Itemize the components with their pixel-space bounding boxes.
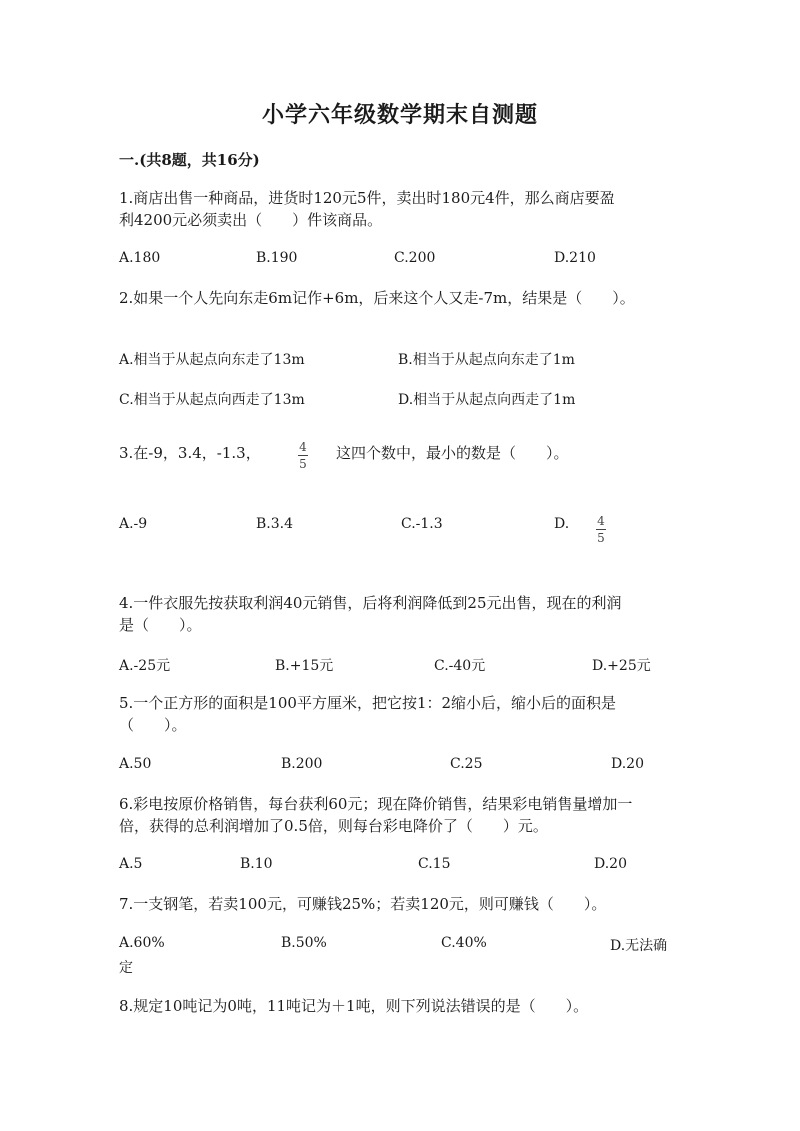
q2-option-c: C.相当于从起点向西走了13m: [119, 392, 305, 408]
q6-option-a: A.5: [119, 856, 143, 872]
q1-option-b: B.190: [256, 250, 298, 266]
question-4-line-2: 是（ ）。: [119, 616, 202, 634]
question-1: [119, 187, 615, 231]
question-1-line-2: 利4200元必须卖出（ ）件该商品。: [119, 211, 383, 229]
question-2: [119, 287, 635, 309]
q3-option-b: B.3.4: [256, 516, 294, 532]
question-4-line-1: 4.一件衣服先按获取利润40元销售，后将利润降低到25元出售，现在的利润: [119, 594, 622, 612]
q6-option-c: C.15: [418, 856, 451, 872]
question-7: [119, 893, 606, 915]
question-6-line-1: 6.彩电按原价格销售，每台获利60元；现在降价销售，结果彩电销售量增加一: [119, 795, 633, 813]
q6-option-d: D.20: [594, 856, 627, 872]
q4-option-b: B.+15元: [275, 658, 334, 674]
question-1-line-1: 1.商店出售一种商品，进货时120元5件，卖出时180元4件，那么商店要盈: [119, 189, 615, 207]
question-2-line-1: 2.如果一个人先向东走6m记作+6m，后来这个人又走-7m，结果是（ ）。: [119, 289, 635, 307]
q4-option-a: A.-25元: [119, 658, 171, 674]
q3-option-d-denominator: 5: [597, 531, 605, 545]
question-4: [119, 592, 622, 636]
q2-option-d: D.相当于从起点向西走了1m: [398, 392, 576, 408]
q3-option-d: D.: [554, 516, 570, 532]
question-6-line-2: 倍，获得的总利润增加了0.5倍，则每台彩电降价了（ ）元。: [119, 817, 548, 835]
q7-option-b: B.50%: [281, 935, 327, 951]
question-8-line-1: 8.规定10吨记为0吨，11吨记为＋1吨，则下列说法错误的是（ ）。: [119, 997, 589, 1015]
q2-option-b: B.相当于从起点向东走了1m: [398, 352, 575, 368]
q3-fraction: [298, 436, 308, 470]
q7-option-d-wrap: 定: [119, 960, 133, 976]
question-5-line-2: （ ）。: [119, 716, 187, 734]
q2-option-a: A.相当于从起点向东走了13m: [119, 352, 305, 368]
q3-fraction-denominator: 5: [299, 457, 307, 471]
question-3-stem-end: 这四个数中，最小的数是（ ）。: [336, 444, 569, 462]
q1-option-c: C.200: [394, 250, 436, 266]
fraction-bar: [298, 455, 308, 456]
q3-option-c: C.-1.3: [401, 516, 443, 532]
q7-option-c: C.40%: [441, 935, 487, 951]
q5-option-b: B.200: [281, 756, 323, 772]
q3-option-a: A.-9: [119, 516, 148, 532]
question-6: [119, 793, 632, 837]
q5-option-a: A.50: [119, 756, 152, 772]
q1-option-d: D.210: [554, 250, 596, 266]
q6-option-b: B.10: [240, 856, 273, 872]
question-5-line-1: 5.一个正方形的面积是100平方厘米，把它按1：2缩小后，缩小后的面积是: [119, 694, 617, 712]
q4-option-d: D.+25元: [592, 658, 651, 674]
q3-option-d-numerator: 4: [597, 514, 605, 528]
q5-option-c: C.25: [450, 756, 483, 772]
question-5: [119, 692, 616, 736]
q7-option-d: D.无法确: [610, 938, 668, 954]
page-title: 小学六年级数学期末自测题: [261, 102, 538, 128]
question-3-stem-start: 3.在-9，3.4，-1.3，: [119, 444, 261, 462]
fraction-bar: [596, 529, 606, 530]
q1-option-a: A.180: [119, 250, 161, 266]
q3-option-d-fraction: [596, 510, 606, 544]
q4-option-c: C.-40元: [434, 658, 486, 674]
section-heading: 一.(共8题，共16分): [119, 151, 260, 169]
q3-fraction-numerator: 4: [299, 440, 307, 454]
q7-option-a: A.60%: [119, 935, 165, 951]
question-7-line-1: 7.一支钢笔，若卖100元，可赚钱25%；若卖120元，则可赚钱（ ）。: [119, 895, 607, 913]
question-3: [119, 442, 261, 464]
q5-option-d: D.20: [611, 756, 644, 772]
question-8: [119, 995, 588, 1017]
